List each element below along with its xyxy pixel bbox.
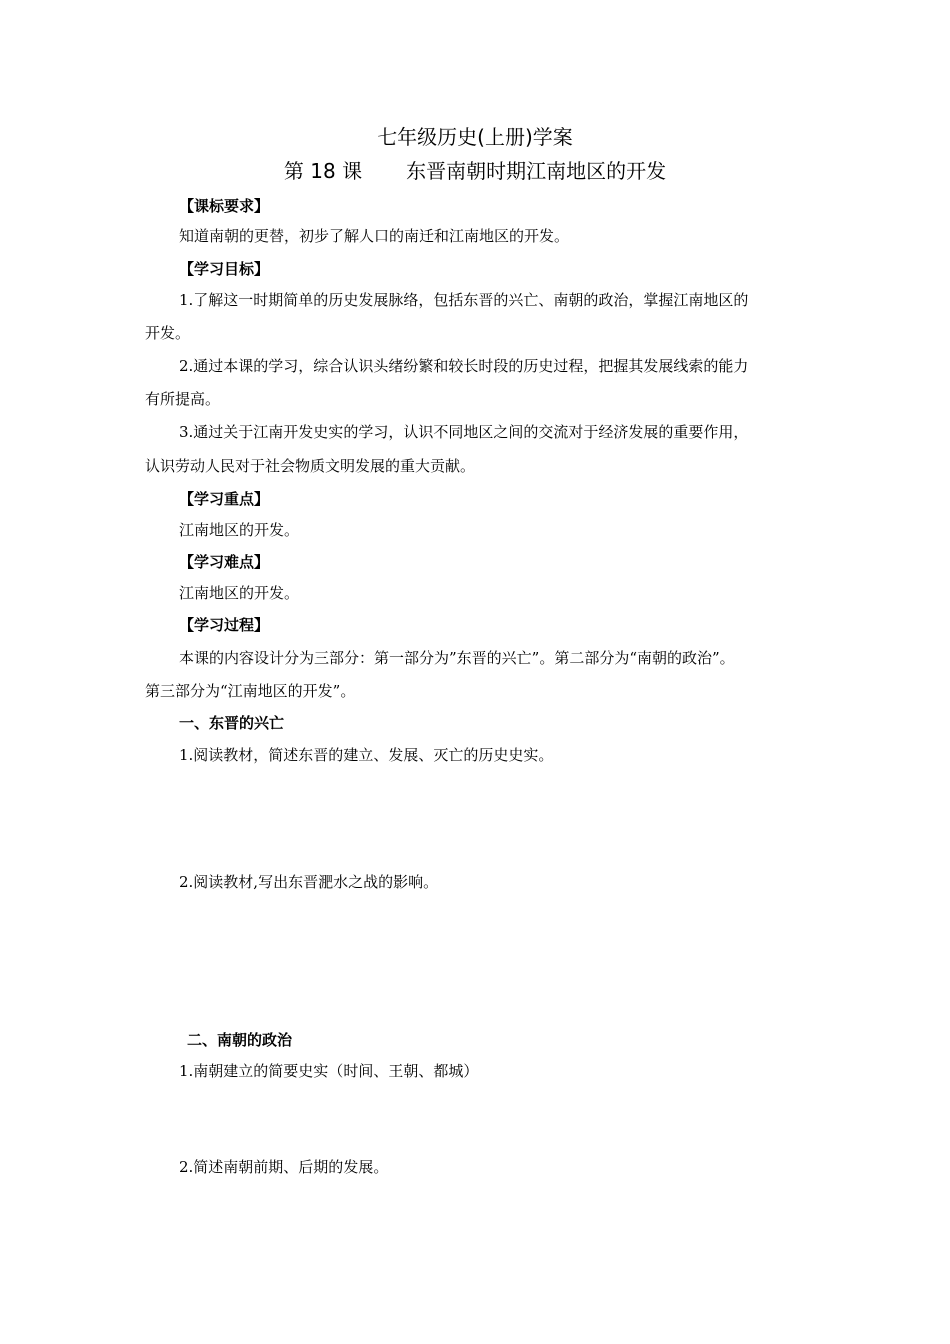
process-line-1: 本课的内容设计分为三部分：第一部分为”东晋的兴亡”。第二部分为“南朝的政治”。 [179, 649, 735, 667]
key-points-text: 江南地区的开发。 [179, 521, 300, 539]
process-heading: 【学习过程】 [179, 616, 270, 634]
process-line-2: 第三部分为“江南地区的开发”。 [145, 682, 356, 700]
lesson-title-line [0, 158, 950, 184]
lesson-number: 第 18 课 [283, 159, 363, 183]
goal-2-line-2: 有所提高。 [145, 390, 221, 408]
part-1-question-2: 2.阅读教材,写出东晋淝水之战的影响。 [179, 873, 439, 891]
goal-1-line-1: 1.了解这一时期简单的历史发展脉络，包括东晋的兴亡、南朝的政治，掌握江南地区的 [179, 291, 749, 309]
goal-1-line-2: 开发。 [145, 324, 191, 342]
goal-3-line-1: 3.通过关于江南开发史实的学习，认识不同地区之间的交流对于经济发展的重要作用， [179, 423, 749, 441]
difficulties-heading: 【学习难点】 [179, 553, 270, 571]
lesson-title: 东晋南朝时期江南地区的开发 [406, 159, 667, 183]
part-1-heading: 一、东晋的兴亡 [179, 714, 285, 732]
part-2-heading: 二、南朝的政治 [187, 1031, 293, 1049]
document-title: 七年级历史(上册)学案 [377, 125, 573, 149]
part-2-question-1: 1.南朝建立的简要史实（时间、王朝、都城） [179, 1062, 479, 1080]
goals-heading: 【学习目标】 [179, 260, 270, 278]
curriculum-heading: 【课标要求】 [179, 197, 270, 215]
key-points-heading: 【学习重点】 [179, 490, 270, 508]
curriculum-text: 知道南朝的更替，初步了解人口的南迁和江南地区的开发。 [179, 227, 570, 245]
part-2-question-2: 2.简述南朝前期、后期的发展。 [179, 1158, 389, 1176]
part-1-question-1: 1.阅读教材，简述东晋的建立、发展、灭亡的历史史实。 [179, 746, 554, 764]
goal-2-line-1: 2.通过本课的学习，综合认识头绪纷繁和较长时段的历史过程，把握其发展线索的能力 [179, 357, 749, 375]
difficulties-text: 江南地区的开发。 [179, 584, 300, 602]
goal-3-line-2: 认识劳动人民对于社会物质文明发展的重大贡献。 [145, 457, 476, 475]
